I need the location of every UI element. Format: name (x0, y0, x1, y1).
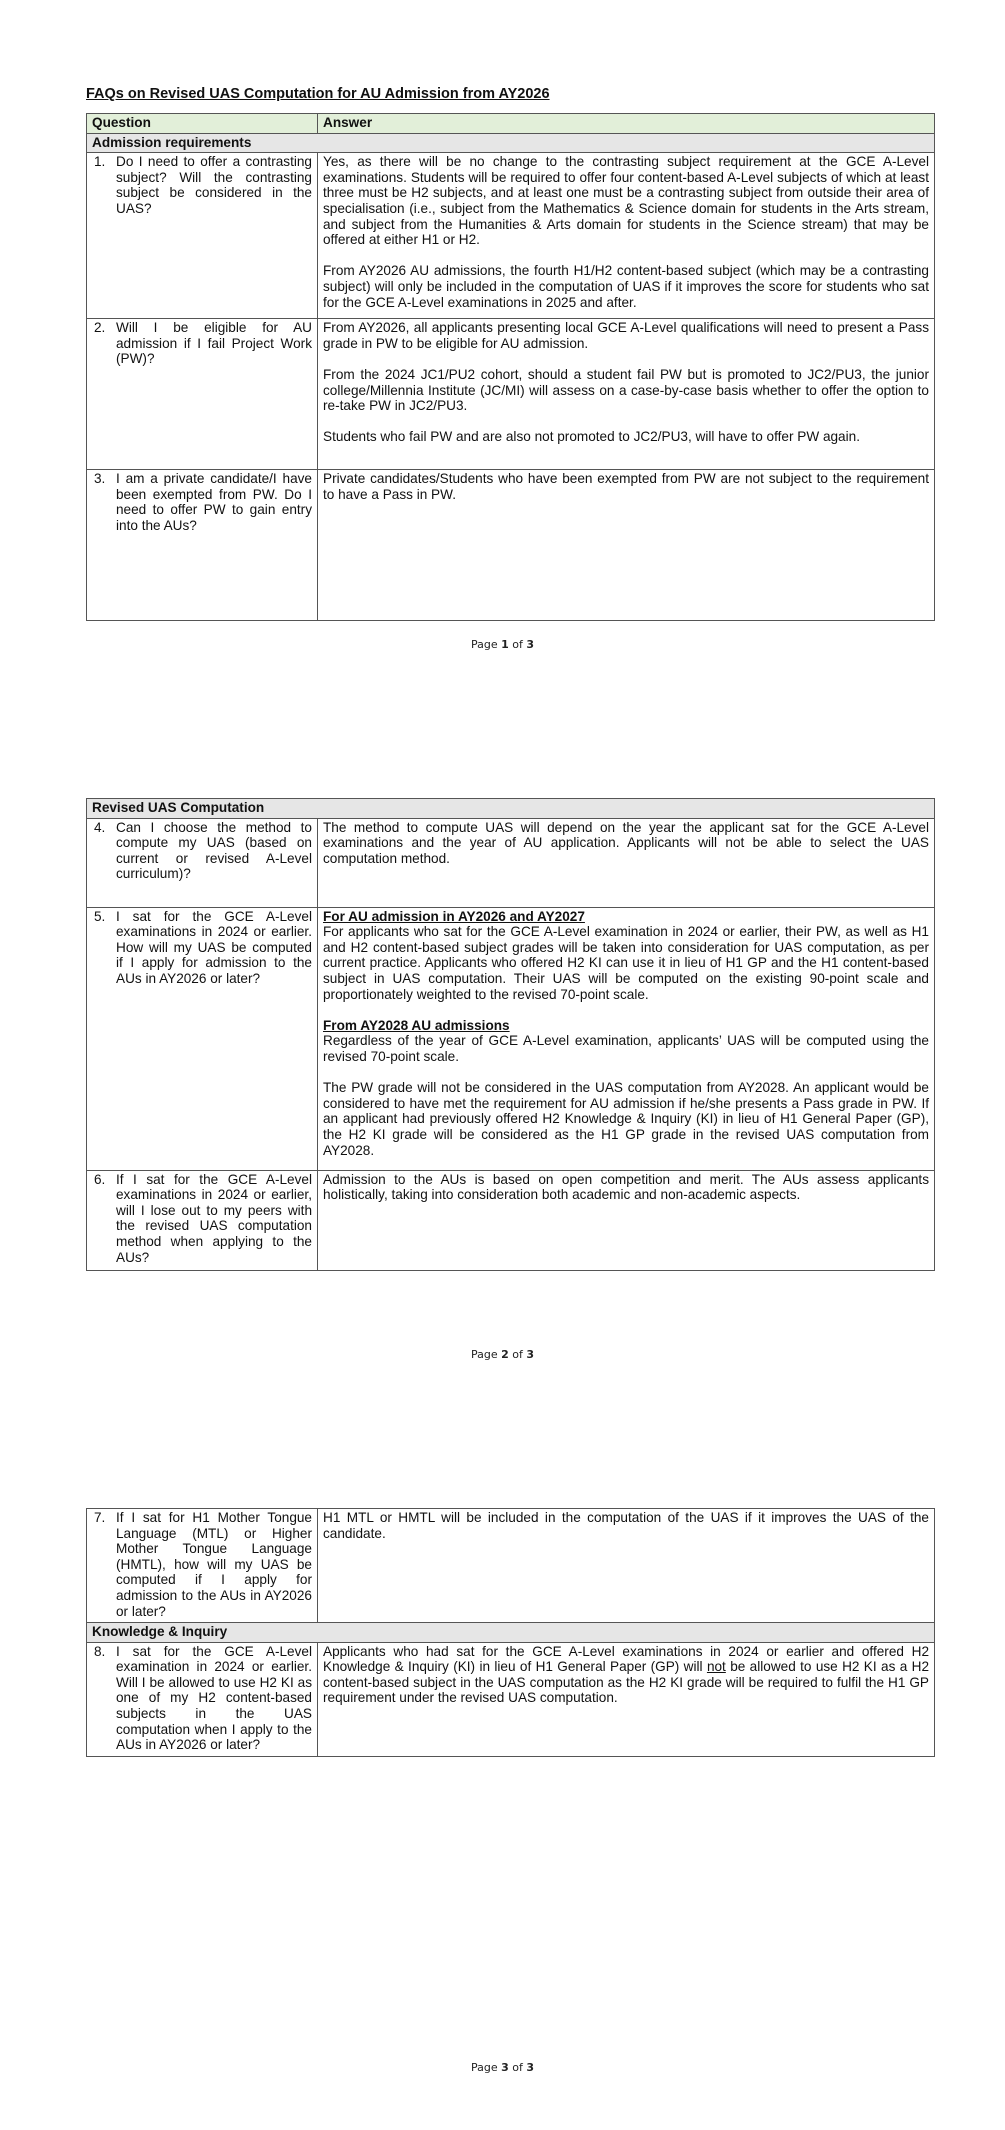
section-row-admission (87, 133, 935, 153)
faq-row-3 (87, 470, 935, 621)
answer-column-header: Answer (318, 114, 935, 134)
answer-paragraph: For applicants who sat for the GCE A-Level examination in 2024 or earlier, their PW, as well as H1 and H2 content-based subject grades will be taken into consideration for UAS computation, as per current practice. Applicants who offered H2 KI can use it in lieu of H1 GP and the H1 content-based subject in UAS computation. Their UAS will be computed on the existing 90-point scale and proportionately weighted to the revised 70-point scale. (323, 924, 929, 1002)
question-cell (87, 470, 318, 621)
page-number: 1 (501, 638, 509, 651)
question-cell (87, 319, 318, 470)
answer-paragraph: Regardless of the year of GCE A-Level examination, applicants’ UAS will be computed using the revised 70-point scale. (323, 1033, 929, 1064)
faq-row-5 (87, 907, 935, 1170)
answer-paragraph: From AY2026 AU admissions, the fourth H1/H2 content-based subject (which may be a contrasting subject) will only be included in the computation of UAS if it improves the score for students who sat for the GCE A-Level examinations in 2025 and after. (323, 263, 929, 310)
answer-paragraph: Yes, as there will be no change to the contrasting subject requirement at the GCE A-Level examinations. Students will be required to offer four content-based A-Level subjects of which at least three must be H2 subjects, and at least one must be a contrasting subject from outside their area of specialisation (i.e., subject from the Mathematics & Science domain for students in the Arts stream, and subject from the Humanities & Arts domain for students in the Science stream) that may be offered at either H1 or H2. (323, 154, 929, 248)
answer-paragraph: From the 2024 JC1/PU2 cohort, should a student fail PW but is promoted to JC2/PU3, the junior college/Millennia Institute (JC/MI) will assess on a case-by-case basis whether to offer the option to re-take PW in JC2/PU3. (323, 366, 929, 414)
answer-paragraph: Private candidates/Students who have been exempted from PW are not subject to the requirement to have a Pass in PW. (323, 471, 929, 502)
page-footer-1 (0, 638, 1005, 651)
question-number: 8. (94, 1643, 106, 1659)
answer-paragraph: Admission to the AUs is based on open competition and merit. The AUs assess applicants holistically, taking into consideration both academic and non-academic aspects. (323, 1171, 929, 1203)
page-label: Page (470, 638, 498, 651)
page-number: 2 (501, 1348, 509, 1361)
answer-emphasis: not (706, 1659, 726, 1675)
question-text: If I sat for the GCE A-Level examinations in 2024 or earlier, will I lose out to my peers with the revised UAS computation method when applying to the AUs? (116, 1171, 312, 1265)
answer-text: Applicants who had sat for the GCE A-Level examinations in 2024 or earlier and offered H2 Knowledge & Inquiry (KI) in lieu of H1 General Paper (GP) will (323, 1643, 929, 1675)
page-total: 3 (526, 638, 535, 651)
faq-table-page-2 (86, 798, 935, 1271)
faq-row-1 (87, 153, 935, 319)
question-number: 7. (94, 1510, 106, 1525)
page-footer-3 (0, 2061, 1005, 2074)
page-total: 3 (526, 1348, 535, 1361)
section-row-ki (87, 1623, 935, 1643)
page-label: Page (470, 2061, 498, 2074)
question-number: 6. (94, 1171, 106, 1187)
of-label: of (512, 2061, 523, 2074)
answer-cell (318, 1170, 935, 1270)
section-title: Revised UAS Computation (87, 799, 935, 819)
section-title: Knowledge & Inquiry (87, 1623, 935, 1643)
question-number: 1. (94, 154, 106, 170)
of-label: of (512, 638, 523, 651)
question-cell (87, 1642, 318, 1756)
question-text: I sat for the GCE A-Level examination in 2024 or earlier. Will I be allowed to use H2 KI as one of my H2 content-based subjects in the UAS computation when I apply to the AUs in AY2026 or later? (116, 1643, 312, 1753)
faq-row-4 (87, 818, 935, 907)
answer-paragraph: The PW grade will not be considered in the UAS computation from AY2028. An applicant would be considered to have met the requirement for AU admission if he/she presents a Pass grade in PW. If an applicant had previously offered H2 Knowledge & Inquiry (KI) in lieu of H1 General Paper (GP), the H2 KI grade will be considered as the H1 GP grade in the revised UAS computation from AY2028. (323, 1080, 929, 1158)
question-cell (87, 153, 318, 319)
question-number: 2. (94, 320, 106, 336)
question-cell (87, 1509, 318, 1623)
answer-paragraph: Students who fail PW and are also not promoted to JC2/PU3, will have to offer PW again. (323, 429, 860, 445)
page-number: 3 (501, 2061, 509, 2074)
section-title: Admission requirements (87, 133, 935, 153)
answer-paragraph: H1 MTL or HMTL will be included in the computation of the UAS if it improves the UAS of the candidate. (323, 1510, 929, 1541)
answer-text: be allowed to use H2 KI as a H2 content-based subject in the UAS computation as the H2 KI grade will be required to fulfil the H1 GP requirement under the revised UAS computation. (323, 1659, 930, 1706)
answer-subheading: From AY2028 AU admissions (323, 1017, 510, 1033)
question-number: 4. (94, 819, 106, 835)
answer-paragraph (323, 1644, 929, 1706)
answer-paragraph: The method to compute UAS will depend on the year the applicant sat for the GCE A-Level examinations and the year of AU application. Applicants will not be able to select the UAS computation method. (323, 819, 929, 866)
question-cell (87, 907, 318, 1170)
question-text: Do I need to offer a contrasting subject? Will the contrasting subject be considered in the UAS? (116, 154, 312, 216)
section-row-revised (87, 799, 935, 819)
page-label: Page (470, 1348, 498, 1361)
faq-table-page-1 (86, 113, 935, 621)
of-label: of (512, 1348, 523, 1361)
faq-row-8 (87, 1642, 935, 1756)
answer-cell (318, 153, 935, 319)
faq-row-6 (87, 1170, 935, 1270)
answer-cell (318, 1509, 935, 1623)
page-total: 3 (526, 2061, 535, 2074)
question-cell (87, 818, 318, 907)
question-text: I sat for the GCE A-Level examinations in 2024 or earlier. How will my UAS be computed if I apply for admission to the AUs in AY2026 or later? (116, 908, 312, 986)
question-column-header: Question (87, 114, 318, 134)
answer-cell (318, 470, 935, 621)
answer-cell (318, 1642, 935, 1756)
question-text: Can I choose the method to compute my UAS (based on current or revised A-Level curriculum)? (116, 819, 312, 882)
answer-cell (318, 319, 935, 470)
answer-paragraph: From AY2026, all applicants presenting local GCE A-Level qualifications will need to present a Pass grade in PW to be eligible for AU admission. (323, 320, 929, 351)
question-text: If I sat for H1 Mother Tongue Language (MTL) or Higher Mother Tongue Language (HMTL), how will my UAS be computed if I apply for admission to the AUs in AY2026 or later? (116, 1510, 312, 1619)
faq-row-2 (87, 319, 935, 470)
answer-subheading: For AU admission in AY2026 and AY2027 (323, 908, 585, 924)
answer-cell (318, 818, 935, 907)
question-number: 5. (94, 908, 106, 924)
question-number: 3. (94, 471, 106, 487)
faq-table-page-3 (86, 1508, 935, 1757)
page-footer-2 (0, 1348, 1005, 1361)
document-title: FAQs on Revised UAS Computation for AU Admission from AY2026 (86, 86, 550, 102)
faq-row-7 (87, 1509, 935, 1623)
question-text: Will I be eligible for AU admission if I fail Project Work (PW)? (116, 320, 312, 367)
question-cell (87, 1170, 318, 1270)
question-text: I am a private candidate/I have been exempted from PW. Do I need to offer PW to gain entry into the AUs? (116, 471, 312, 533)
answer-cell (318, 907, 935, 1170)
table-header-row (87, 114, 935, 134)
